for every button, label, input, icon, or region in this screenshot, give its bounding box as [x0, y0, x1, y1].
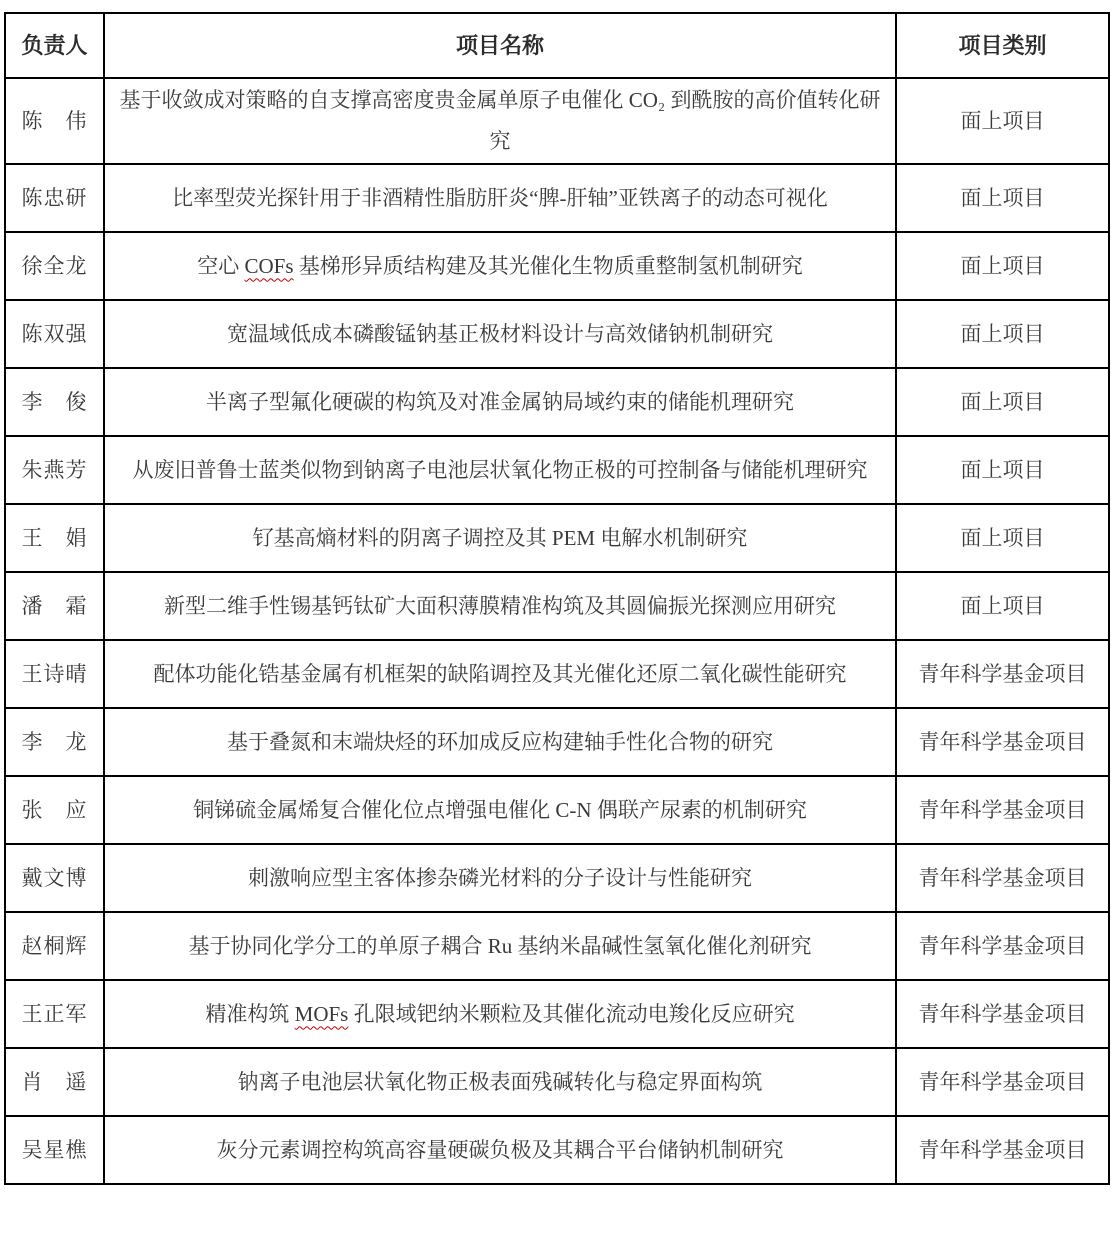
- leader-cell: 李 龙: [5, 708, 104, 776]
- project-title-cell: 钠离子电池层状氧化物正极表面残碱转化与稳定界面构筑: [104, 1048, 896, 1116]
- spellcheck-wavy-underline: COFs: [244, 253, 294, 278]
- project-title-cell: 刺激响应型主客体掺杂磷光材料的分子设计与性能研究: [104, 844, 896, 912]
- project-title-cell: 半离子型氟化硬碳的构筑及对准金属钠局域约束的储能机理研究: [104, 368, 896, 436]
- project-category-cell: 青年科学基金项目: [896, 980, 1109, 1048]
- leader-cell: 陈双强: [5, 300, 104, 368]
- leader-cell: 戴文博: [5, 844, 104, 912]
- table-row: [5, 78, 1109, 164]
- leader-cell: 王正军: [5, 980, 104, 1048]
- column-header-project-category: 项目类别: [896, 13, 1109, 78]
- project-title-cell: 基于协同化学分工的单原子耦合 Ru 基纳米晶碱性氢氧化催化剂研究: [104, 912, 896, 980]
- project-category-cell: 青年科学基金项目: [896, 912, 1109, 980]
- leader-cell: 陈 伟: [5, 78, 104, 164]
- column-header-project-title: 项目名称: [104, 13, 896, 78]
- table-row: [5, 1116, 1109, 1184]
- leader-cell: 潘 霜: [5, 572, 104, 640]
- project-category-cell: 面上项目: [896, 78, 1109, 164]
- table-row: [5, 436, 1109, 504]
- projects-table: [4, 12, 1110, 1185]
- project-title-cell: 比率型荧光探针用于非酒精性脂肪肝炎“脾-肝轴”亚铁离子的动态可视化: [104, 164, 896, 232]
- project-category-cell: 青年科学基金项目: [896, 776, 1109, 844]
- leader-cell: 朱燕芳: [5, 436, 104, 504]
- leader-cell: 李 俊: [5, 368, 104, 436]
- table-row: [5, 300, 1109, 368]
- leader-cell: 肖 遥: [5, 1048, 104, 1116]
- project-title-cell: 基于收敛成对策略的自支撑高密度贵金属单原子电催化 CO₂ 到酰胺的高价值转化研究: [104, 78, 896, 164]
- project-title-cell: 从废旧普鲁士蓝类似物到钠离子电池层状氧化物正极的可控制备与储能机理研究: [104, 436, 896, 504]
- header-row: [5, 13, 1109, 78]
- table-row: [5, 640, 1109, 708]
- project-title-cell: 铜锑硫金属烯复合催化位点增强电催化 C-N 偶联产尿素的机制研究: [104, 776, 896, 844]
- leader-cell: 赵桐辉: [5, 912, 104, 980]
- table-row: [5, 232, 1109, 300]
- project-title-cell: 灰分元素调控构筑高容量硬碳负极及其耦合平台储钠机制研究: [104, 1116, 896, 1184]
- project-category-cell: 面上项目: [896, 436, 1109, 504]
- project-title-cell: 钌基高熵材料的阴离子调控及其 PEM 电解水机制研究: [104, 504, 896, 572]
- project-category-cell: 青年科学基金项目: [896, 844, 1109, 912]
- table-row: [5, 504, 1109, 572]
- table-header: [5, 13, 1109, 78]
- table-row: [5, 368, 1109, 436]
- leader-cell: 陈忠研: [5, 164, 104, 232]
- project-category-cell: 青年科学基金项目: [896, 1116, 1109, 1184]
- leader-cell: 王诗晴: [5, 640, 104, 708]
- project-title-cell: 配体功能化锆基金属有机框架的缺陷调控及其光催化还原二氧化碳性能研究: [104, 640, 896, 708]
- table-row: [5, 572, 1109, 640]
- spellcheck-wavy-underline: MOFs: [294, 1001, 349, 1026]
- table-row: [5, 1048, 1109, 1116]
- project-category-cell: 面上项目: [896, 504, 1109, 572]
- column-header-leader: 负责人: [5, 13, 104, 78]
- project-title-cell: 空心 COFs 基梯形异质结构建及其光催化生物质重整制氢机制研究: [104, 232, 896, 300]
- project-title-cell: 宽温域低成本磷酸锰钠基正极材料设计与高效储钠机制研究: [104, 300, 896, 368]
- table-row: [5, 776, 1109, 844]
- table-body: [5, 78, 1109, 1184]
- project-category-cell: 面上项目: [896, 572, 1109, 640]
- project-title-cell: 新型二维手性锡基钙钛矿大面积薄膜精准构筑及其圆偏振光探测应用研究: [104, 572, 896, 640]
- project-category-cell: 青年科学基金项目: [896, 708, 1109, 776]
- project-category-cell: 面上项目: [896, 232, 1109, 300]
- leader-cell: 王 娟: [5, 504, 104, 572]
- project-title-cell: 精准构筑 MOFs 孔限域钯纳米颗粒及其催化流动电羧化反应研究: [104, 980, 896, 1048]
- project-category-cell: 青年科学基金项目: [896, 1048, 1109, 1116]
- project-title-cell: 基于叠氮和末端炔烃的环加成反应构建轴手性化合物的研究: [104, 708, 896, 776]
- project-category-cell: 面上项目: [896, 300, 1109, 368]
- table-row: [5, 912, 1109, 980]
- project-category-cell: 面上项目: [896, 368, 1109, 436]
- leader-cell: 张 应: [5, 776, 104, 844]
- table-row: [5, 708, 1109, 776]
- table-row: [5, 164, 1109, 232]
- leader-cell: 吴星樵: [5, 1116, 104, 1184]
- table-row: [5, 980, 1109, 1048]
- leader-cell: 徐全龙: [5, 232, 104, 300]
- project-category-cell: 青年科学基金项目: [896, 640, 1109, 708]
- project-category-cell: 面上项目: [896, 164, 1109, 232]
- table-row: [5, 844, 1109, 912]
